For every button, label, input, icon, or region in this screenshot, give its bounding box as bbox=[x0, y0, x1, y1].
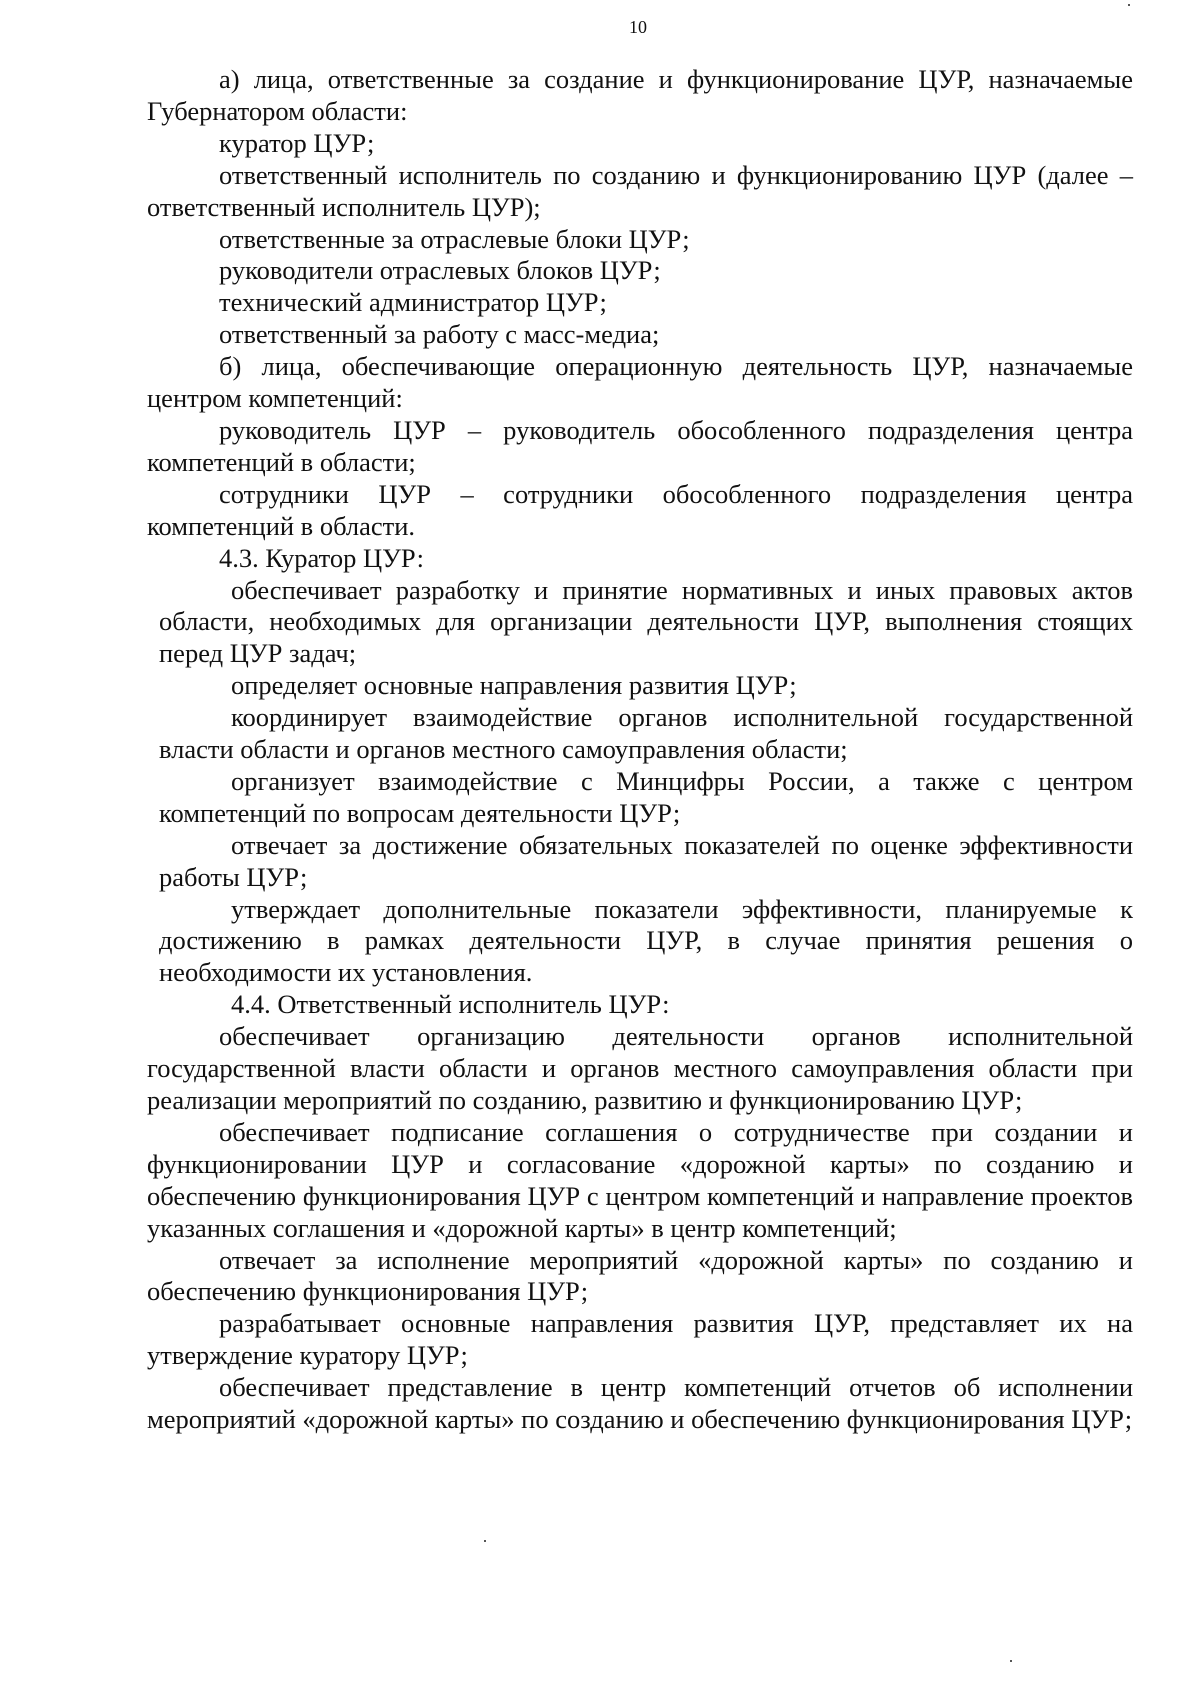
paragraph-a-heading: а) лица, ответственные за создание и функционирование ЦУР, назначаемые Губернатором области: bbox=[147, 64, 1133, 126]
curator-duty-legal-acts: обеспечивает разработку и принятие нормативных и иных правовых актов области, необходимых для организации деятельности ЦУР, выполнения стоящих перед ЦУР задач; bbox=[159, 574, 1133, 669]
list-item-mass-media: ответственный за работу с масс-медиа; bbox=[219, 319, 660, 350]
list-item-responsible-executor: ответственный исполнитель по созданию и функционированию ЦУР (далее – ответственный исполнитель ЦУР); bbox=[147, 159, 1133, 222]
curator-duty-coordination: координирует взаимодействие органов исполнительной государственной власти области и органов местного самоуправления области; bbox=[159, 702, 1133, 765]
executor-duty-reports: обеспечивает представление в центр компетенций отчетов об исполнении мероприятий «дорожной карты» по созданию и обеспечению функционирования ЦУР; bbox=[147, 1372, 1133, 1435]
scan-speck bbox=[484, 1540, 486, 1542]
list-item-branch-block-responsible: ответственные за отраслевые блоки ЦУР; bbox=[219, 223, 690, 254]
list-item-technical-admin: технический администратор ЦУР; bbox=[219, 287, 607, 318]
section-4-4-heading: 4.4. Ответственный исполнитель ЦУР: bbox=[231, 989, 670, 1020]
executor-duty-agreement: обеспечивает подписание соглашения о сотрудничестве при создании и функционировании ЦУР и согласование «дорожной карты» по созданию и обеспечению функционирования ЦУР с центром компетенций и направление проектов указанных соглашения и «дорожной карты» в центр компетенций; bbox=[147, 1116, 1133, 1243]
executor-duty-roadmap: отвечает за исполнение мероприятий «дорожной карты» по созданию и обеспечению функционирования ЦУР; bbox=[147, 1244, 1133, 1307]
document-body bbox=[147, 64, 1133, 1436]
list-item-cur-head: руководитель ЦУР – руководитель обособленного подразделения центра компетенций в области; bbox=[147, 414, 1133, 477]
list-item-branch-block-heads: руководители отраслевых блоков ЦУР; bbox=[219, 255, 661, 286]
paragraph-b-heading: б) лица, обеспечивающие операционную деятельность ЦУР, назначаемые центром компетенций: bbox=[147, 351, 1133, 414]
scan-speck bbox=[1128, 4, 1130, 6]
scan-speck bbox=[1010, 1660, 1012, 1662]
curator-duty-indicators: отвечает за достижение обязательных показателей по оценке эффективности работы ЦУР; bbox=[159, 829, 1133, 892]
list-item-curator: куратор ЦУР; bbox=[219, 127, 375, 158]
curator-duty-additional-indicators: утверждает дополнительные показатели эффективности, планируемые к достижению в рамках деятельности ЦУР, в случае принятия решения о необходимости их установления. bbox=[159, 893, 1133, 988]
executor-duty-organization: обеспечивает организацию деятельности органов исполнительной государственной власти области и органов местного самоуправления области при реализации мероприятий по созданию, развитию и функционированию ЦУР; bbox=[147, 1021, 1133, 1115]
executor-duty-development: разрабатывает основные направления развития ЦУР, представляет их на утверждение куратору ЦУР; bbox=[147, 1308, 1133, 1371]
curator-duty-directions: определяет основные направления развития ЦУР; bbox=[231, 670, 797, 701]
section-4-3-heading: 4.3. Куратор ЦУР: bbox=[219, 542, 424, 573]
list-item-cur-staff: сотрудники ЦУР – сотрудники обособленного подразделения центра компетенций в области. bbox=[147, 478, 1133, 541]
page-number: 10 bbox=[629, 17, 647, 37]
curator-duty-mintsifry: организует взаимодействие с Минцифры России, а также с центром компетенций по вопросам деятельности ЦУР; bbox=[159, 765, 1133, 828]
